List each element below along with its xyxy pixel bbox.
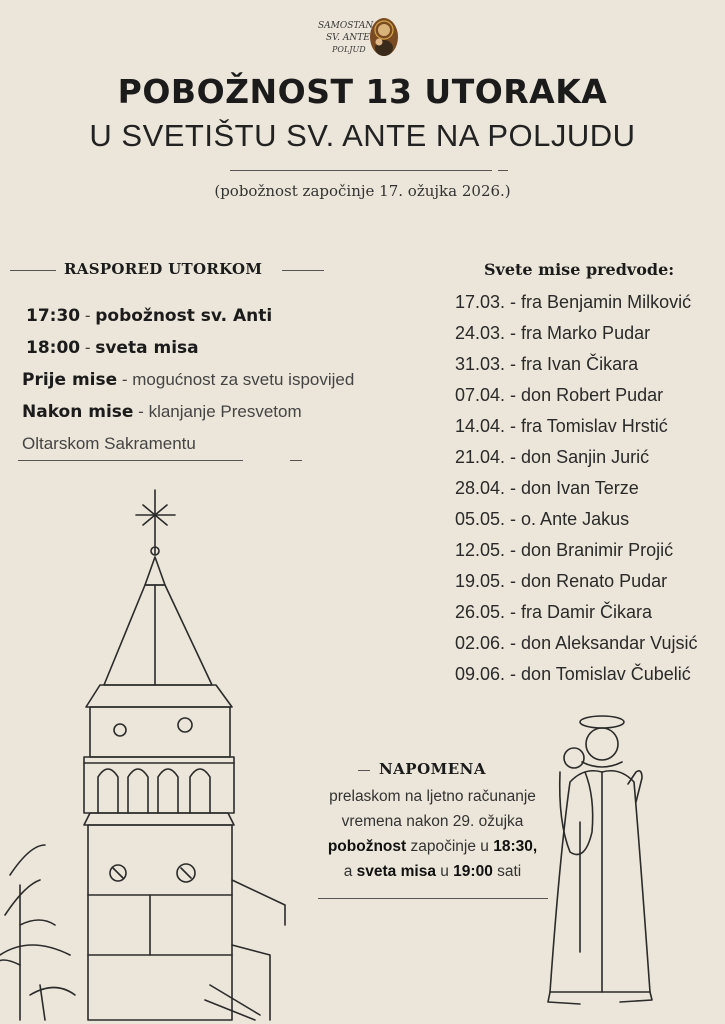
napomena-line: pobožnost započinje u 18:30, bbox=[327, 838, 538, 855]
title-divider-tail bbox=[498, 170, 508, 171]
monastery-logo bbox=[316, 14, 406, 60]
mass-row: 02.06. - don Aleksandar Vujsić bbox=[455, 633, 698, 653]
mass-row: 19.05. - don Renato Pudar bbox=[455, 571, 668, 591]
mass-row: 07.04. - don Robert Pudar bbox=[455, 385, 664, 405]
bell-tower-illustration bbox=[0, 485, 300, 1024]
schedule-bottom-rule-tail bbox=[290, 460, 302, 461]
mass-row: 21.04. - don Sanjin Jurić bbox=[455, 447, 650, 467]
logo-line-1: SAMOSTAN bbox=[318, 21, 374, 31]
title-divider bbox=[230, 170, 492, 171]
schedule-item: 17:30 - pobožnost sv. Anti bbox=[26, 306, 273, 326]
schedule-item-continuation: Oltarskom Sakramentu bbox=[22, 434, 196, 453]
page-subtitle: U SVETIŠTU SV. ANTE NA POLJUDU bbox=[89, 118, 636, 153]
note-rule-bottom bbox=[318, 898, 548, 899]
napomena-box bbox=[300, 760, 565, 884]
masses-heading: Svete mise predvode: bbox=[484, 260, 675, 279]
schedule-item: Nakon mise - klanjanje Presvetom bbox=[22, 402, 302, 422]
page-title: POBOŽNOST 13 UTORAKA bbox=[117, 72, 608, 111]
schedule-item: 18:00 - sveta misa bbox=[26, 338, 199, 358]
start-date-note: (pobožnost započinje 17. ožujka 2026.) bbox=[214, 182, 511, 200]
schedule-bottom-rule bbox=[18, 460, 243, 461]
mass-row: 05.05. - o. Ante Jakus bbox=[455, 509, 630, 529]
mass-row: 12.05. - don Branimir Projić bbox=[455, 540, 674, 560]
napomena-line: vremena nakon 29. ožujka bbox=[341, 813, 524, 830]
logo-line-2: SV. ANTE bbox=[326, 33, 370, 43]
mass-row: 24.03. - fra Marko Pudar bbox=[455, 323, 651, 343]
mass-row: 26.05. - fra Damir Čikara bbox=[455, 602, 653, 622]
napomena-title: NAPOMENA bbox=[378, 760, 487, 778]
logo-line-3: POLJUD bbox=[332, 45, 366, 54]
mass-row: 09.06. - don Tomislav Čubelić bbox=[455, 664, 691, 684]
napomena-line: prelaskom na ljetno računanje bbox=[329, 788, 536, 805]
schedule-item: Prije mise - mogućnost za svetu ispovijed bbox=[22, 370, 355, 390]
mass-row: 17.03. - fra Benjamin Milković bbox=[455, 292, 692, 312]
schedule-heading: RASPORED UTORKOM bbox=[64, 260, 263, 278]
napomena-line: a sveta misa u 19:00 sati bbox=[343, 863, 522, 880]
mass-row: 28.04. - don Ivan Terze bbox=[455, 478, 639, 498]
schedule-list bbox=[22, 300, 422, 460]
saint-portrait-icon bbox=[370, 18, 398, 56]
masses-list bbox=[455, 287, 697, 690]
mass-row: 14.04. - fra Tomislav Hrstić bbox=[455, 416, 668, 436]
mass-row: 31.03. - fra Ivan Čikara bbox=[455, 354, 639, 374]
